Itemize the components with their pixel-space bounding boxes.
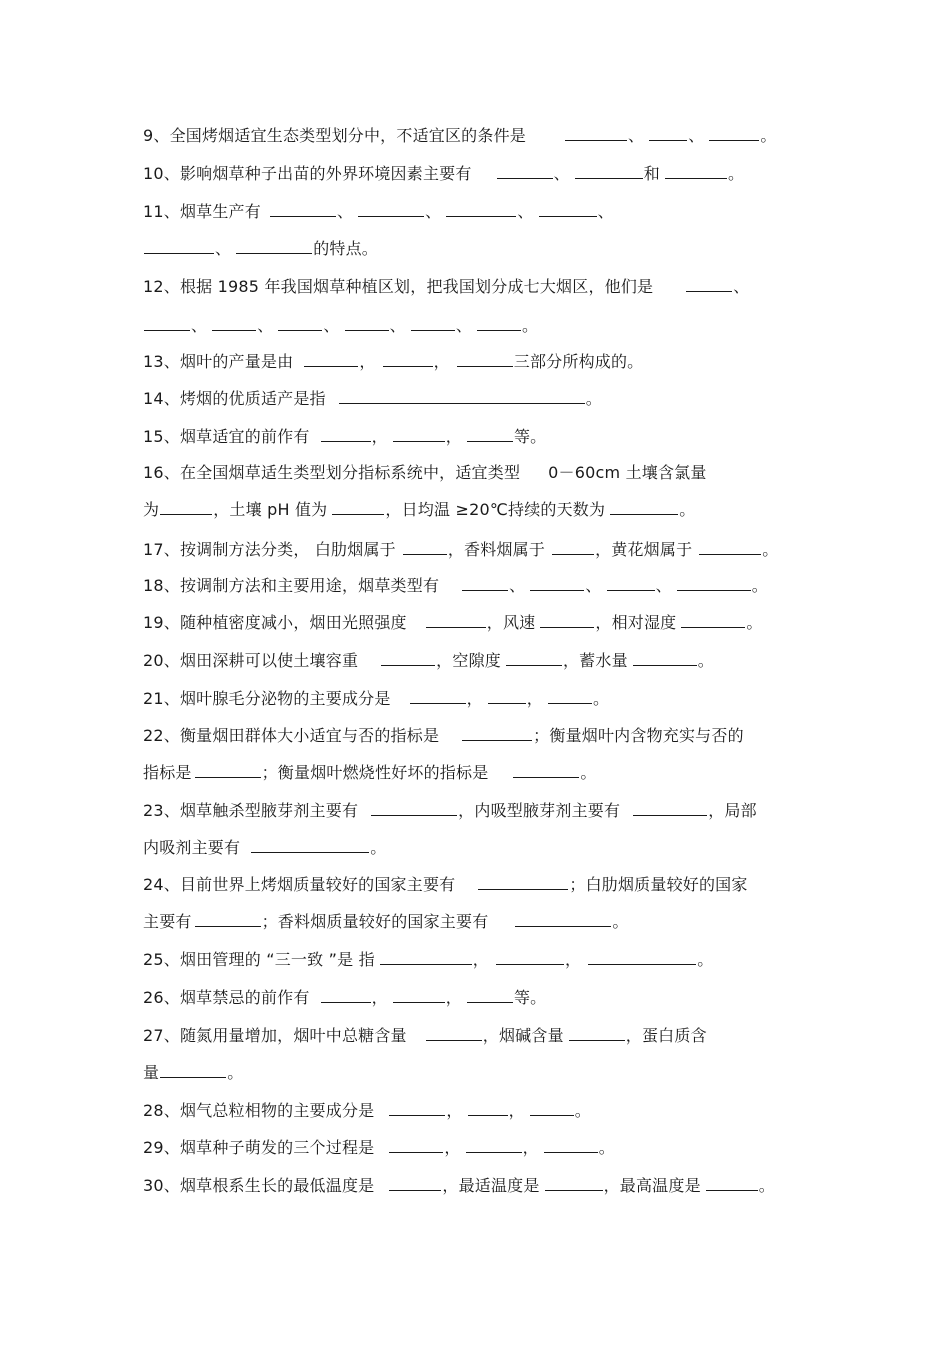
question-text: 、 — [336, 202, 354, 221]
question-text: 。 — [746, 613, 763, 632]
question-text: 、 — [389, 316, 406, 335]
answer-blank[interactable] — [278, 316, 322, 331]
question-text: 、 — [215, 239, 232, 258]
question-text: 0－60cm 土壤含氯量 — [548, 463, 707, 482]
question-20-line-1 — [143, 1101, 591, 1121]
answer-blank[interactable] — [588, 950, 696, 965]
answer-blank[interactable] — [462, 576, 508, 591]
answer-blank[interactable] — [426, 613, 486, 628]
answer-blank[interactable] — [383, 352, 433, 367]
question-text: 。 — [580, 763, 597, 782]
question-text: ， — [446, 1101, 463, 1120]
answer-blank[interactable] — [706, 1176, 758, 1191]
question-text: 、 — [688, 126, 705, 145]
question-text: 等。 — [513, 427, 547, 446]
question-text: ，局部 — [708, 801, 757, 820]
question-text: 16、在全国烟草适生类型划分指标系统中，适宜类型 — [143, 463, 521, 482]
question-14-line-1 — [143, 726, 744, 746]
answer-blank[interactable] — [446, 202, 516, 217]
question-4-line-2 — [143, 316, 538, 336]
answer-blank[interactable] — [389, 1101, 445, 1116]
question-text: ， — [433, 352, 450, 371]
question-text: 15、烟草适宜的前作有 — [143, 427, 310, 446]
answer-blank[interactable] — [569, 1026, 625, 1041]
question-text: 。 — [574, 1101, 591, 1120]
question-text: ，最适温度是 — [442, 1176, 540, 1195]
answer-blank[interactable] — [468, 1101, 508, 1116]
question-12-line-1 — [143, 651, 714, 671]
question-text: 17、按调制方法分类， 白肋烟属于 — [143, 540, 396, 559]
answer-blank[interactable] — [403, 540, 447, 555]
answer-blank[interactable] — [381, 651, 435, 666]
question-text: 、 — [733, 277, 750, 296]
question-text: ， — [526, 689, 543, 708]
answer-blank[interactable] — [466, 1138, 522, 1153]
question-text: 。 — [762, 540, 779, 559]
question-text: 18、按调制方法和主要用途，烟草类型有 — [143, 576, 440, 595]
question-text: 、 — [257, 316, 274, 335]
question-19-line-2 — [143, 1063, 243, 1083]
question-text: 。 — [760, 126, 777, 145]
question-text: 、 — [553, 164, 570, 183]
answer-blank[interactable] — [497, 164, 553, 179]
question-text: 。 — [612, 912, 629, 931]
question-text: 为 — [143, 500, 160, 519]
answer-blank[interactable] — [345, 316, 389, 331]
answer-blank[interactable] — [548, 689, 592, 704]
answer-blank[interactable] — [358, 202, 424, 217]
answer-blank[interactable] — [552, 540, 594, 555]
question-text: 主要有 — [143, 912, 192, 931]
question-text: 、 — [627, 126, 645, 145]
question-text: 、 — [655, 576, 672, 595]
answer-blank[interactable] — [539, 202, 597, 217]
answer-blank[interactable] — [506, 651, 562, 666]
question-text: ，蛋白质含 — [625, 1026, 707, 1045]
answer-blank[interactable] — [565, 126, 627, 141]
answer-blank[interactable] — [544, 1138, 598, 1153]
answer-blank[interactable] — [339, 389, 585, 404]
question-text: 指标是 — [143, 763, 192, 782]
answer-blank[interactable] — [477, 316, 521, 331]
question-text: ；香料烟质量较好的国家主要有 — [261, 912, 489, 931]
question-text: 12、根据 1985 年我国烟草种植区划，把我国划分成七大烟区，他们是 — [143, 277, 654, 296]
answer-blank[interactable] — [457, 352, 513, 367]
question-text: 26、烟草禁忌的前作有 — [143, 988, 310, 1007]
question-text: 。 — [697, 651, 714, 670]
question-16-line-2 — [143, 912, 629, 932]
question-text: 。 — [585, 389, 602, 408]
question-6-line-1 — [143, 389, 602, 409]
answer-blank[interactable] — [304, 352, 358, 367]
question-text: ；衡量烟叶燃烧性好坏的指标是 — [261, 763, 489, 782]
question-text: 25、烟田管理的 “三一致 ”是 指 — [143, 950, 375, 969]
answer-blank[interactable] — [144, 239, 214, 254]
question-8-line-2 — [143, 500, 695, 520]
answer-blank[interactable] — [488, 689, 526, 704]
question-text: ；衡量烟叶内含物充实与否的 — [533, 726, 744, 745]
answer-blank[interactable] — [467, 988, 513, 1003]
question-text: ，香料烟属于 — [447, 540, 546, 559]
question-7-line-1 — [143, 427, 546, 447]
question-8-line-1 — [143, 463, 707, 483]
question-text: ， — [445, 988, 462, 1007]
answer-blank[interactable] — [380, 950, 472, 965]
answer-blank[interactable] — [195, 912, 261, 927]
question-text: 。 — [522, 316, 539, 335]
question-text: 22、衡量烟田群体大小适宜与否的指标是 — [143, 726, 440, 745]
question-22-line-1 — [143, 1176, 775, 1196]
answer-blank[interactable] — [426, 1026, 482, 1041]
question-text: 10、影响烟草种子出苗的外界环境因素主要有 — [143, 164, 472, 183]
question-text: 、 — [191, 316, 208, 335]
question-text: 、 — [517, 202, 534, 221]
question-text: 、 — [597, 202, 614, 221]
answer-blank[interactable] — [389, 1176, 441, 1191]
question-16-line-1 — [143, 875, 748, 895]
answer-blank[interactable] — [530, 576, 584, 591]
question-text: 、 — [585, 576, 602, 595]
question-5-line-1 — [143, 352, 643, 372]
answer-blank[interactable] — [681, 613, 745, 628]
question-18-line-1 — [143, 988, 546, 1008]
answer-blank[interactable] — [411, 316, 455, 331]
question-text: 等。 — [513, 988, 547, 1007]
question-15-line-1 — [143, 801, 757, 821]
question-text: ， — [444, 1138, 461, 1157]
question-text: 。 — [598, 1138, 615, 1157]
answer-blank[interactable] — [321, 427, 371, 442]
answer-blank[interactable] — [496, 950, 564, 965]
question-text: 。 — [370, 838, 387, 857]
answer-blank[interactable] — [649, 126, 687, 141]
question-text: 20、烟田深耕可以使土壤容重 — [143, 651, 359, 670]
answer-blank[interactable] — [212, 316, 256, 331]
answer-blank[interactable] — [633, 801, 707, 816]
question-text: 13、烟叶的产量是由 — [143, 352, 294, 371]
question-text: 、 — [455, 316, 473, 335]
answer-blank[interactable] — [389, 1138, 443, 1153]
answer-blank[interactable] — [513, 763, 579, 778]
question-text: ，空隙度 — [436, 651, 501, 670]
question-text: 、 — [323, 316, 340, 335]
question-text: ， — [508, 1101, 525, 1120]
answer-blank[interactable] — [160, 500, 212, 515]
answer-blank[interactable] — [515, 912, 611, 927]
question-text: 23、烟草触杀型腋芽剂主要有 — [143, 801, 359, 820]
question-1-line-1 — [143, 126, 777, 146]
question-13-line-1 — [143, 689, 609, 709]
answer-blank[interactable] — [677, 576, 751, 591]
answer-blank[interactable] — [144, 316, 190, 331]
answer-blank[interactable] — [410, 689, 466, 704]
question-text: ，相对湿度 — [595, 613, 677, 632]
question-21-line-1 — [143, 1138, 615, 1158]
answer-blank[interactable] — [467, 427, 513, 442]
answer-blank[interactable] — [607, 576, 655, 591]
answer-blank[interactable] — [393, 427, 445, 442]
question-19-line-1 — [143, 1026, 707, 1046]
question-14-line-2 — [143, 763, 597, 783]
question-text: ， — [359, 352, 376, 371]
question-text: 。 — [592, 689, 610, 708]
question-3-line-1 — [143, 202, 614, 222]
answer-blank[interactable] — [699, 540, 761, 555]
answer-blank[interactable] — [545, 1176, 603, 1191]
answer-blank[interactable] — [321, 988, 371, 1003]
question-text: ， — [522, 1138, 539, 1157]
question-text: 27、随氮用量增加，烟叶中总糖含量 — [143, 1026, 407, 1045]
question-text: ， — [371, 988, 388, 1007]
question-text: 量 — [143, 1063, 160, 1082]
question-text: 29、烟草种子萌发的三个过程是 — [143, 1138, 375, 1157]
question-text: ，风速 — [486, 613, 536, 632]
answer-blank[interactable] — [270, 202, 336, 217]
answer-blank[interactable] — [633, 651, 697, 666]
question-text: 。 — [727, 164, 745, 183]
question-text: ，日均温 ≥20℃持续的天数为 — [385, 500, 606, 519]
question-text: 28、烟气总粒相物的主要成分是 — [143, 1101, 375, 1120]
answer-blank[interactable] — [575, 164, 643, 179]
question-text: ， — [565, 950, 582, 969]
question-2-line-1 — [143, 164, 744, 184]
question-text: ， — [466, 689, 483, 708]
answer-blank[interactable] — [665, 164, 727, 179]
answer-blank[interactable] — [530, 1101, 574, 1116]
question-text: 、 — [509, 576, 526, 595]
question-text: 30、烟草根系生长的最低温度是 — [143, 1176, 375, 1195]
question-text: 24、目前世界上烤烟质量较好的国家主要有 — [143, 875, 456, 894]
question-10-line-1 — [143, 576, 768, 596]
answer-blank[interactable] — [478, 875, 568, 890]
question-text: 的特点。 — [313, 239, 379, 258]
question-text: ，土壤 pH 值为 — [213, 500, 328, 519]
question-text: 11、烟草生产有 — [143, 202, 261, 221]
question-text: ， — [445, 427, 462, 446]
answer-blank[interactable] — [709, 126, 759, 141]
question-text: ，烟碱含量 — [482, 1026, 564, 1045]
question-17-line-1 — [143, 950, 713, 970]
question-text: 。 — [697, 950, 714, 969]
question-text: 。 — [227, 1063, 244, 1082]
question-3-line-2 — [143, 239, 378, 259]
question-text: 、 — [425, 202, 442, 221]
answer-blank[interactable] — [371, 801, 457, 816]
question-text: 。 — [758, 1176, 775, 1195]
answer-blank[interactable] — [195, 763, 261, 778]
answer-blank[interactable] — [540, 613, 594, 628]
question-text: ；白肋烟质量较好的国家 — [569, 875, 748, 894]
question-11-line-1 — [143, 613, 763, 633]
answer-blank[interactable] — [251, 838, 369, 853]
question-text: 内吸剂主要有 — [143, 838, 241, 857]
answer-blank[interactable] — [610, 500, 678, 515]
answer-blank[interactable] — [332, 500, 384, 515]
question-text: 14、烤烟的优质适产是指 — [143, 389, 326, 408]
question-4-line-1 — [143, 277, 749, 297]
question-text: 21、烟叶腺毛分泌物的主要成分是 — [143, 689, 391, 708]
answer-blank[interactable] — [160, 1063, 226, 1078]
question-text: ，黄花烟属于 — [595, 540, 693, 559]
question-text: ， — [472, 950, 489, 969]
question-text: ，内吸型腋芽剂主要有 — [458, 801, 621, 820]
question-text: 9、全国烤烟适宜生态类型划分中，不适宜区的条件是 — [143, 126, 526, 145]
question-text: 三部分所构成的。 — [513, 352, 644, 371]
answer-blank[interactable] — [686, 277, 732, 292]
answer-blank[interactable] — [236, 239, 312, 254]
question-text: ， — [371, 427, 388, 446]
question-text: 。 — [751, 576, 768, 595]
answer-blank[interactable] — [462, 726, 532, 741]
question-text: 和 — [643, 164, 660, 183]
question-text: 。 — [679, 500, 696, 519]
question-text: 19、随种植密度减小，烟田光照强度 — [143, 613, 407, 632]
answer-blank[interactable] — [393, 988, 445, 1003]
question-9-line-1 — [143, 540, 778, 560]
question-text: ，最高温度是 — [603, 1176, 701, 1195]
question-text: ，蓄水量 — [562, 651, 628, 670]
question-15-line-2 — [143, 838, 386, 858]
